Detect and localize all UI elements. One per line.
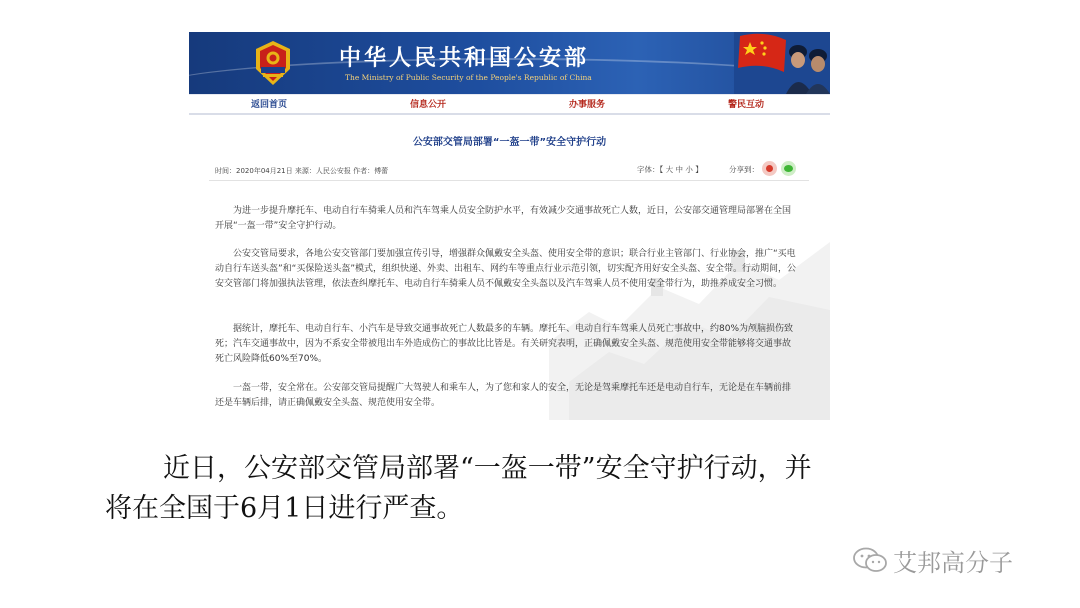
share-label: 分享到： bbox=[729, 165, 759, 174]
flag-and-officers-image bbox=[734, 32, 830, 94]
article-paragraph: 一盔一带，安全常在。公安部交管局提醒广大驾驶人和乘车人，为了您和家人的安全，无论是驾乘摩托车还是电动自行车，无论是在车辆前排还是车辆后排，请正确佩戴安全头盔、规范使用安全带。 bbox=[215, 383, 792, 408]
article-paragraph: 公安交管局要求，各地公安交管部门要加强宣传引导，增强群众佩戴安全头盔、使用安全带的意识；联合行业主管部门、行业协会，推广“买电动自行车送头盔”和“买保险送头盔”模式，组织快递、外卖、出租车、网约车等重点行业示范引领，切实配齐用好安全头盔、安全带。行动期间，公安交管部门将加强执法管理，依法查纠摩托车、电动自行车骑乘人员不佩戴安全头盔以及汽车驾乘人员不使用安全带行为，助推养成安全习惯。 bbox=[215, 249, 796, 289]
site-banner bbox=[189, 32, 830, 94]
wechat-share-icon[interactable] bbox=[781, 161, 796, 176]
article-paragraph: 据统计，摩托车、电动自行车、小汽车是导致交通事故死亡人数最多的车辆。摩托车、电动自行车驾乘人员死亡事故中，约80%为颅脑损伤致死；汽车交通事故中，因为不系安全带被甩出车外造成伤亡的事故比比皆是。有关研究表明，正确佩戴安全头盔、规范使用安全带能够将交通事故死亡风险降低60%至70%。 bbox=[215, 324, 794, 364]
nav-services-link[interactable]: 办事服务 bbox=[569, 100, 606, 110]
site-subtitle: The Ministry of Public Security of the People's Republic of China bbox=[345, 73, 592, 82]
police-emblem-icon bbox=[249, 39, 297, 87]
wechat-official-account-icon bbox=[852, 546, 888, 574]
caption-line-1: 近日，公安部交管局部署“一盔一带”安全守护行动，并 bbox=[163, 453, 812, 484]
nav-home-link[interactable]: 返回首页 bbox=[251, 100, 288, 110]
article-title: 公安部交管局部署“一盔一带”安全守护行动 bbox=[412, 137, 607, 148]
weibo-share-icon[interactable] bbox=[762, 161, 777, 176]
divider bbox=[209, 180, 809, 181]
watermark-text: 艾邦高分子 bbox=[893, 549, 1013, 577]
article-meta: 时间：2020年04月21日 来源：人民公安报 作者：傅蕾 bbox=[215, 167, 389, 175]
webpage-screenshot bbox=[189, 32, 830, 420]
nav-police-interaction-link[interactable]: 警民互动 bbox=[728, 100, 765, 110]
slide-caption bbox=[105, 449, 985, 529]
font-size-control[interactable]: 字体：【 大 中 小 】 bbox=[637, 165, 703, 174]
site-title: 中华人民共和国公安部 bbox=[339, 46, 590, 71]
article-paragraph: 为进一步提升摩托车、电动自行车骑乘人员和汽车驾乘人员安全防护水平，有效减少交通事故死亡人数，近日，公安部交通管理局部署在全国开展“一盔一带”安全守护行动。 bbox=[215, 206, 792, 231]
caption-line-2: 将在全国于6月1日进行严查。 bbox=[105, 493, 464, 524]
site-navbar bbox=[189, 94, 830, 115]
nav-info-disclosure-link[interactable]: 信息公开 bbox=[410, 100, 447, 110]
